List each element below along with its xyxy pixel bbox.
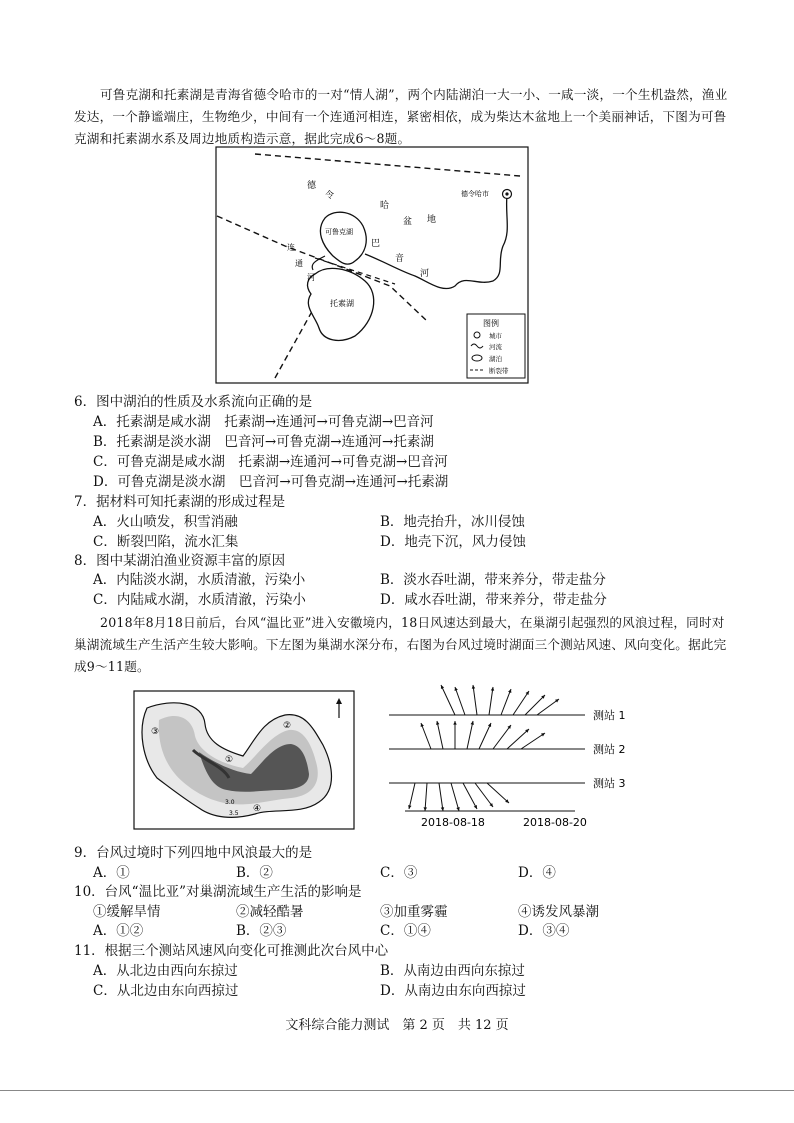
wind-arrow xyxy=(439,783,443,811)
question-6-option-a[interactable]: A．托素湖是咸水湖 托素湖→连通河→可鲁克湖→巴音河 xyxy=(93,414,434,430)
question-9-option-a[interactable]: A．① xyxy=(93,865,130,881)
map-label-ling: 令 xyxy=(325,191,335,201)
question-6-option-c[interactable]: C．可鲁克湖是咸水湖 托素湖→连通河→可鲁克湖→巴音河 xyxy=(93,454,448,470)
wind-arrow xyxy=(493,725,511,749)
svg-text:图例: 图例 xyxy=(483,319,499,328)
intro-paragraph-2: 2018年8月18日前后，台风“温比亚”进入安徽境内，18日风速达到最大，在巢湖引起强烈的风浪过程，同时对巢湖流域生产生活产生较大影响。下左图为巢湖水深分布，右图为台风过境时湖面三个测站风速、风向变化。据此完成9～11题。 xyxy=(74,615,727,674)
question-11-option-d[interactable]: D．从南边由东向西掠过 xyxy=(380,983,526,999)
wind-arrow xyxy=(473,685,477,715)
map-legend xyxy=(467,314,525,378)
question-7-option-d[interactable]: D．地壳下沉，风力侵蚀 xyxy=(380,534,526,550)
wind-arrow xyxy=(537,699,559,715)
map-label-ba: 巴 xyxy=(371,239,381,249)
wind-station-1-label: 测站 1 xyxy=(593,709,626,722)
question-8-option-c[interactable]: C．内陆咸水湖，水质清澈，污染小 xyxy=(93,592,306,608)
map-label-he: 河 xyxy=(420,269,430,279)
wind-arrow xyxy=(487,783,509,803)
question-11-option-c[interactable]: C．从北边由东向西掠过 xyxy=(93,983,239,999)
wind-arrow-head xyxy=(424,807,427,811)
question-7-option-a[interactable]: A．火山喷发，积雪消融 xyxy=(93,514,238,530)
wind-arrow xyxy=(525,695,545,715)
question-7-option-c[interactable]: C．断裂凹陷，流水汇集 xyxy=(93,534,239,550)
question-10-option-c[interactable]: C．①④ xyxy=(380,923,431,939)
wind-arrow xyxy=(437,721,443,749)
wind-station-2-label: 测站 2 xyxy=(593,743,626,756)
lake-map-figure xyxy=(215,146,529,388)
question-9-stem: 9．台风过境时下列四地中风浪最大的是 xyxy=(74,845,313,861)
map-label-de: 德 xyxy=(307,181,317,191)
wind-arrow-head xyxy=(471,721,474,725)
map-label-di: 地 xyxy=(427,215,437,225)
wind-arrow xyxy=(467,721,473,749)
wind-arrow xyxy=(463,783,477,809)
question-7-stem: 7．据材料可知托素湖的形成过程是 xyxy=(74,494,286,510)
wind-arrow-head xyxy=(453,721,456,725)
question-6-stem: 6．图中湖泊的性质及水系流向正确的是 xyxy=(74,394,313,410)
wind-arrow xyxy=(489,687,493,715)
chaohu-depth-label-1: 3.0 xyxy=(225,799,235,806)
intro-paragraph-1: 可鲁克湖和托素湖是青海省德令哈市的一对“情人湖”，两个内陆湖泊一大一小、一咸一淡，一个生机盎然，渔业发达，一个静谧端庄，生物绝少，中间有一个连通河相连，紧密相依，成为柴达木盆地上一个美丽神话，下图为可鲁克湖和托素湖水系及周边地质构造示意，据此完成6～8题。 xyxy=(74,87,728,146)
svg-text:河流: 河流 xyxy=(489,343,502,351)
chaohu-depth-label-2: 3.5 xyxy=(229,810,239,817)
question-8-option-d[interactable]: D．咸水吞吐湖，带来养分，带走盐分 xyxy=(380,592,607,608)
wind-arrow xyxy=(513,691,529,715)
map-label-ha: 哈 xyxy=(380,201,390,211)
question-11-stem: 11．根据三个测站风速风向变化可推测此次台风中心 xyxy=(74,943,389,959)
wind-arrow xyxy=(501,689,511,715)
wind-date-start: 2018-08-18 xyxy=(421,816,485,829)
wind-arrow xyxy=(521,733,545,749)
wind-arrow xyxy=(451,783,459,811)
question-6-option-d[interactable]: D．可鲁克湖是淡水湖 巴音河→可鲁克湖→连通河→托素湖 xyxy=(93,474,449,490)
map-label-he2: 河 xyxy=(307,273,315,282)
chaohu-marker-2: ② xyxy=(283,721,292,731)
wind-arrow xyxy=(479,723,491,749)
question-9-option-d[interactable]: D．④ xyxy=(518,865,556,881)
question-9-option-c[interactable]: C．③ xyxy=(380,865,418,881)
map-label-yin: 音 xyxy=(395,254,405,264)
map-label-tuosu: 托素湖 xyxy=(330,299,354,308)
wind-arrow xyxy=(409,783,415,809)
wind-arrow-head xyxy=(455,687,458,691)
question-10-option-b[interactable]: B．②③ xyxy=(236,923,287,939)
map-label-city: 德令哈市 xyxy=(461,190,489,198)
question-10-item-3: ③加重雾霾 xyxy=(380,904,448,920)
question-10-option-d[interactable]: D．③④ xyxy=(518,923,570,939)
question-8-stem: 8．图中某湖泊渔业资源丰富的原因 xyxy=(74,553,286,569)
wind-arrow xyxy=(441,685,455,715)
chaohu-depth-map xyxy=(133,690,355,834)
chaohu-marker-1: ① xyxy=(225,755,234,765)
map-label-pen: 盆 xyxy=(403,217,413,227)
page-footer: 文科综合能力测试 第 2 页 共 12 页 xyxy=(285,1018,509,1033)
question-10-stem: 10．台风“温比亚”对巢湖流域生产生活的影响是 xyxy=(74,884,362,900)
question-8-option-a[interactable]: A．内陆淡水湖，水质清澈，污染小 xyxy=(93,572,306,588)
wind-arrow xyxy=(425,783,427,811)
map-label-lian: 连 xyxy=(287,243,295,252)
question-8-option-b[interactable]: B．淡水吞吐湖，带来养分，带走盐分 xyxy=(380,572,606,588)
svg-text:断裂带: 断裂带 xyxy=(489,367,509,375)
chaohu-marker-3: ③ xyxy=(151,727,160,737)
wind-arrow xyxy=(455,687,465,715)
question-10-item-4: ④诱发风暴潮 xyxy=(518,904,599,920)
wind-station-3-label: 测站 3 xyxy=(593,777,626,790)
wind-arrow xyxy=(421,723,431,749)
svg-text:城市: 城市 xyxy=(489,332,502,340)
chaohu-marker-4: ④ xyxy=(253,804,262,814)
question-10-item-1: ①缓解旱情 xyxy=(93,904,161,920)
question-10-item-2: ②减轻酷暑 xyxy=(236,904,304,920)
question-6-option-b[interactable]: B．托素湖是淡水湖 巴音河→可鲁克湖→连通河→托素湖 xyxy=(93,434,434,450)
question-11-option-b[interactable]: B．从南边由西向东掠过 xyxy=(380,963,525,979)
question-10-option-a[interactable]: A．①② xyxy=(93,923,144,939)
question-7-option-b[interactable]: B．地壳抬升，冰川侵蚀 xyxy=(380,514,525,530)
bottom-rule xyxy=(0,1090,794,1091)
map-label-keluke: 可鲁克湖 xyxy=(325,228,353,236)
map-label-tong: 通 xyxy=(295,259,303,268)
question-9-option-b[interactable]: B．② xyxy=(236,865,273,881)
wind-arrow-head xyxy=(436,721,439,725)
svg-text:湖泊: 湖泊 xyxy=(489,355,502,363)
question-11-option-a[interactable]: A．从北边由西向东掠过 xyxy=(93,963,238,979)
wind-station-figure xyxy=(385,683,665,837)
wind-date-end: 2018-08-20 xyxy=(523,816,587,829)
